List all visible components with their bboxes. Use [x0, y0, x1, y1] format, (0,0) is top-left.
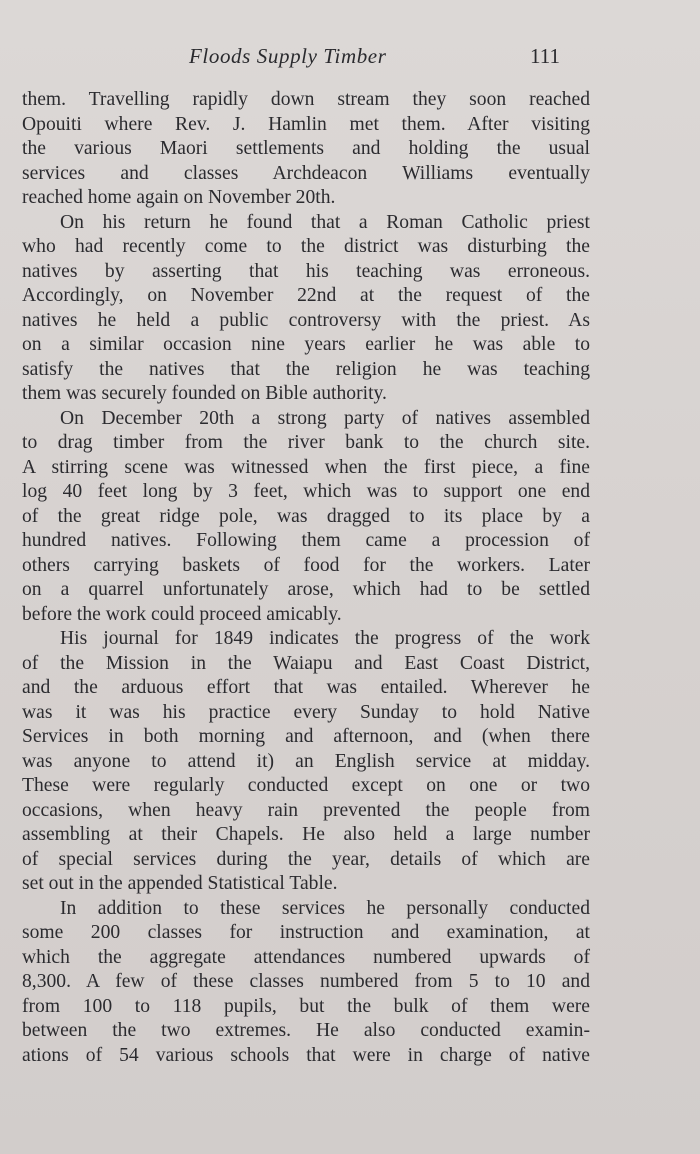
text-line: These were regularly conducted except on one or two — [22, 775, 590, 796]
text-line: set out in the appended Statistical Table. — [22, 873, 338, 894]
text-line: them. Travelling rapidly down stream they soon reached — [22, 89, 590, 110]
text-line: of the great ridge pole, was dragged to its place by a — [22, 505, 590, 527]
text-line: A stirring scene was witnessed when the first piece, a fine — [22, 456, 590, 478]
text-line: which the aggregate attendances numbered upwards of — [22, 946, 590, 968]
paragraph-2 — [22, 211, 590, 407]
text-line: Services in both morning and afternoon, and (when there — [22, 726, 590, 747]
text-line: 8,300. A few of these classes numbered from 5 to 10 and — [22, 971, 590, 992]
text-line: was anyone to attend it) an English service at midday. — [22, 750, 590, 772]
text-line: before the work could proceed amicably. — [22, 603, 342, 625]
text-line: them was securely founded on Bible authority. — [22, 383, 387, 404]
text-line: who had recently come to the district was disturbing the — [22, 236, 590, 257]
text-line: satisfy the natives that the religion he was teaching — [22, 358, 590, 380]
text-line: His journal for 1849 indicates the progress of the work — [60, 628, 590, 649]
text-line: hundred natives. Following them came a procession of — [22, 530, 590, 551]
paragraph-1 — [22, 88, 590, 211]
text-line: of special services during the year, details of which are — [22, 848, 590, 870]
text-line: the various Maori settlements and holding the usual — [22, 138, 590, 159]
text-line: natives he held a public controversy with the priest. As — [22, 309, 590, 331]
body-text — [22, 88, 590, 1068]
text-line: on a similar occasion nine years earlier he was able to — [22, 334, 590, 355]
text-line: natives by asserting that his teaching was erroneous. — [22, 260, 590, 282]
paragraph-5 — [22, 897, 590, 1069]
text-line: to drag timber from the river bank to the church site. — [22, 432, 590, 453]
text-line: some 200 classes for instruction and examination, at — [22, 922, 590, 943]
text-line: others carrying baskets of food for the workers. Later — [22, 554, 590, 576]
page-header — [0, 44, 700, 74]
text-line: log 40 feet long by 3 feet, which was to support one end — [22, 481, 590, 502]
paragraph-4 — [22, 627, 590, 897]
text-line: occasions, when heavy rain prevented the people from — [22, 799, 590, 821]
text-line: services and classes Archdeacon Williams eventually — [22, 162, 590, 184]
text-line: assembling at their Chapels. He also held a large number — [22, 824, 590, 845]
text-line: Accordingly, on November 22nd at the request of the — [22, 285, 590, 306]
text-line: from 100 to 118 pupils, but the bulk of them were — [22, 995, 590, 1017]
text-line: ations of 54 various schools that were in charge of native — [22, 1044, 590, 1066]
text-line: On his return he found that a Roman Catholic priest — [60, 211, 590, 233]
text-line: and the arduous effort that was entailed. Wherever he — [22, 677, 590, 698]
text-line: Opouiti where Rev. J. Hamlin met them. After visiting — [22, 113, 590, 135]
text-line: on a quarrel unfortunately arose, which had to be settled — [22, 579, 590, 600]
text-line: reached home again on November 20th. — [22, 187, 336, 208]
text-line: On December 20th a strong party of natives assembled — [60, 407, 590, 429]
running-title: Floods Supply Timber — [189, 44, 387, 68]
page-number: 111 — [530, 44, 560, 68]
text-line: was it was his practice every Sunday to hold Native — [22, 701, 590, 723]
text-line: of the Mission in the Waiapu and East Coast District, — [22, 652, 590, 674]
text-line: between the two extremes. He also conducted examin- — [22, 1020, 590, 1041]
paragraph-3 — [22, 407, 590, 628]
text-line: In addition to these services he personally conducted — [60, 897, 590, 919]
